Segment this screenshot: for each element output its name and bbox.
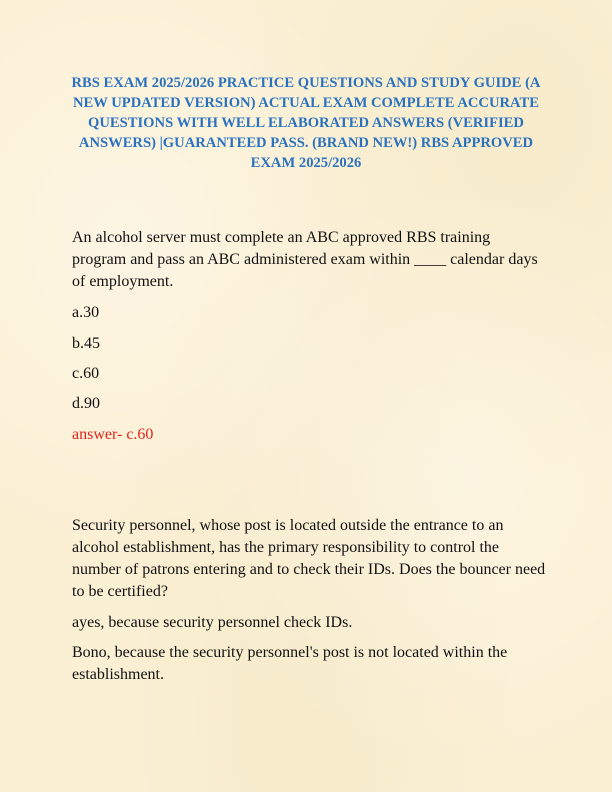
question-1-option-b: b.45 [72, 335, 100, 352]
document-title: RBS EXAM 2025/2026 PRACTICE QUESTIONS AND STUDY GUIDE (A NEW UPDATED VERSION) ACTUAL EXAM COMPLETE ACCURATE QUESTIONS WITH WELL ELABORATED ANSWERS (VERIFIED ANSWERS) |GUARANTEED PASS. (BRAND NEW!) RBS APPROVED EXAM 2025/2026 [71, 75, 541, 171]
question-1-text: An alcohol server must complete an ABC approved RBS training program and pass an ABC administered exam within ____ calendar days of employment. [72, 229, 538, 290]
question-2-option-b: Bono, because the security personnel's post is not located within the establishment. [72, 644, 508, 683]
question-1-option-a: a.30 [72, 304, 100, 321]
question-1-answer: answer- c.60 [72, 426, 154, 443]
question-2-option-a: ayes, because security personnel check IDs. [72, 614, 353, 631]
question-2-text: Security personnel, whose post is located outside the entrance to an alcohol establishment, has the primary responsibility to control the number of patrons entering and to check their IDs. Does the bouncer need to be certified? [72, 517, 546, 600]
question-1-option-c: c.60 [72, 365, 100, 382]
question-1-option-d: d.90 [72, 395, 100, 412]
